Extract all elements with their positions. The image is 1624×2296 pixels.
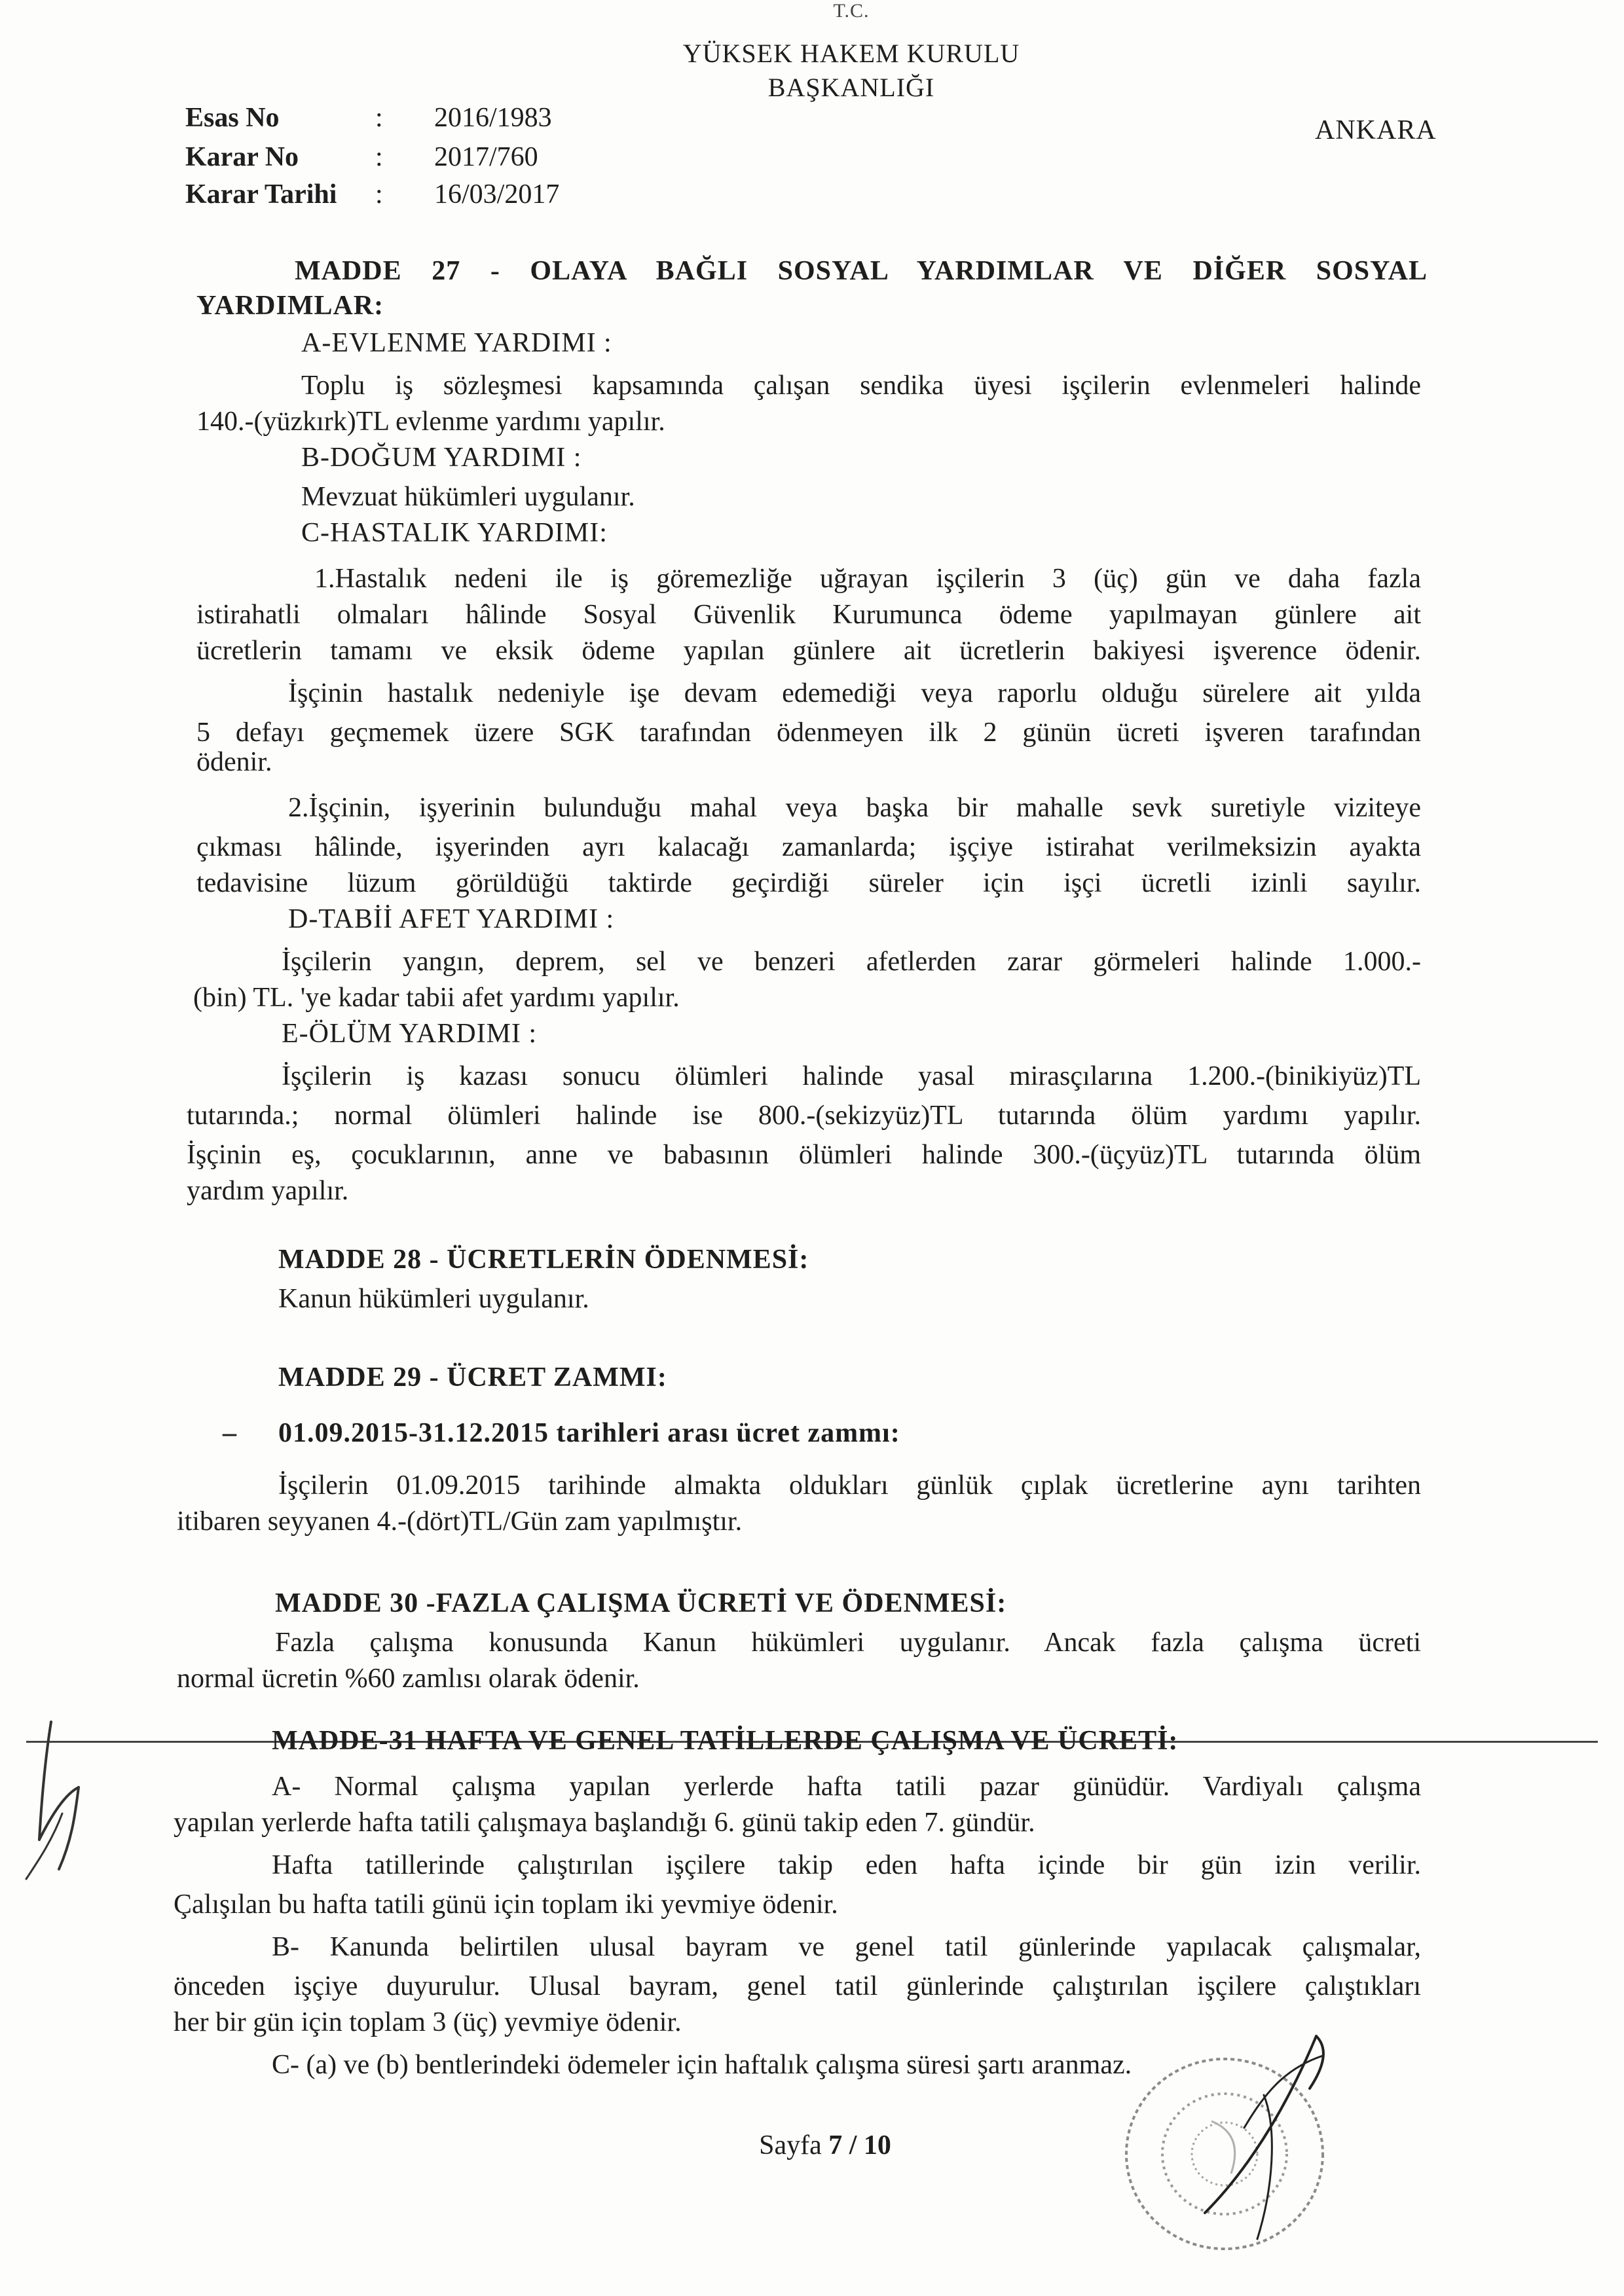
olum-yardimi-title: E-ÖLÜM YARDIMI : xyxy=(282,1019,538,1049)
meta-label: Karar No xyxy=(185,142,299,172)
madde28-text: Kanun hükümleri uygulanır. xyxy=(278,1284,589,1314)
madde28-title: MADDE 28 - ÜCRETLERİN ÖDENMESİ: xyxy=(278,1245,809,1275)
madde30-text-l2: normal ücretin %60 zamlısı olarak ödenir. xyxy=(177,1664,640,1694)
madde31-a-l2: yapılan yerlerde hafta tatili çalışmaya başlandığı 6. günü takip eden 7. gündür. xyxy=(174,1808,1035,1838)
evlenme-text-l1: Toplu iş sözleşmesi kapsamında çalışan sendika üyesi işçilerin evlenmeleri halinde xyxy=(301,371,1421,401)
hastalik-c1-l2: istirahatli olmaları hâlinde Sosyal Güvenlik Kurumunca ödeme yapılmayan günlere ait xyxy=(196,600,1421,630)
olum-text-l1: İşçilerin iş kazası sonucu ölümleri halinde yasal mirasçılarına 1.200.-(binikiyüz)TL xyxy=(282,1061,1421,1091)
madde31-c-l1: C- (a) ve (b) bentlerindeki ödemeler için haftalık çalışma süresi şartı aranmaz. xyxy=(272,2050,1132,2080)
madde29-text-l2: itibaren seyyanen 4.-(dört)TL/Gün zam yapılmıştır. xyxy=(177,1506,743,1537)
meta-karar-tarihi: Karar Tarihi : 16/03/2017 xyxy=(185,179,560,210)
hastalik-yardimi-title: C-HASTALIK YARDIMI: xyxy=(301,518,608,548)
madde31-a-l1: A- Normal çalışma yapılan yerlerde hafta tatili pazar günüdür. Vardiyalı çalışma xyxy=(272,1772,1421,1802)
page-number: Sayfa 7 / 10 xyxy=(759,2130,891,2160)
dogum-text: Mevzuat hükümleri uygulanır. xyxy=(301,482,635,512)
afet-yardimi-title: D-TABİİ AFET YARDIMI : xyxy=(288,904,615,934)
dogum-yardimi-title: B-DOĞUM YARDIMI : xyxy=(301,443,582,473)
madde31-b-l2: önceden işçiye duyurulur. Ulusal bayram, genel tatil günlerinde çalıştırılan işçilere çalıştıkları xyxy=(174,1971,1421,2001)
madde29-subtitle: 01.09.2015-31.12.2015 tarihleri arası ücret zammı: xyxy=(278,1418,900,1448)
official-seal-stamp xyxy=(1048,2016,1388,2291)
madde27-title-l2: YARDIMLAR: xyxy=(196,291,384,321)
evlenme-yardimi-title: A-EVLENME YARDIMI : xyxy=(301,328,612,358)
madde30-text-l1: Fazla çalışma konusunda Kanun hükümleri uygulanır. Ancak fazla çalışma ücreti xyxy=(275,1628,1421,1658)
meta-esas-no: Esas No : 2016/1983 xyxy=(185,103,552,133)
afet-text-l2: (bin) TL. 'ye kadar tabii afet yardımı yapılır. xyxy=(193,983,680,1013)
madde31-b-l3: her bir gün için toplam 3 (üç) yevmiye ödenir. xyxy=(174,2007,682,2037)
page-total: 10 xyxy=(863,2130,891,2160)
evlenme-text-l2: 140.-(yüzkırk)TL evlenme yardımı yapılır. xyxy=(196,407,665,437)
olum-text-l2: tutarında.; normal ölümleri halinde ise 800.-(sekizyüz)TL tutarında ölüm yardımı yapılır. xyxy=(187,1101,1421,1131)
meta-label: Esas No xyxy=(185,103,280,133)
madde29-title: MADDE 29 - ÜCRET ZAMMI: xyxy=(278,1362,667,1393)
madde31-title: MADDE-31 HAFTA VE GENEL TATİLLERDE ÇALIŞMA VE ÜCRETİ: xyxy=(272,1726,1179,1756)
madde29-text-l1: İşçilerin 01.09.2015 tarihinde almakta oldukları günlük çıplak ücretlerine aynı tarihten xyxy=(278,1470,1421,1501)
hastalik-c1b-l3: ödenir. xyxy=(196,747,272,777)
madde31-a2-l2: Çalışılan bu hafta tatili günü için toplam iki yevmiye ödenir. xyxy=(174,1889,838,1920)
hastalik-c2-l2: çıkması hâlinde, işyerinden ayrı kalacağı zamanlarda; işçiye istirahat verilmeksizin ayakta xyxy=(196,832,1421,862)
hastalik-c2-l1: 2.İşçinin, işyerinin bulunduğu mahal veya başka bir mahalle sevk suretiyle viziteye xyxy=(288,793,1421,823)
olum-text-l3: İşçinin eş, çocuklarının, anne ve babasının ölümleri halinde 300.-(üçyüz)TL tutarında ölüm xyxy=(187,1140,1421,1170)
hastalik-c1b-l2: 5 defayı geçmemek üzere SGK tarafından ödenmeyen ilk 2 günün ücreti işveren tarafından xyxy=(196,718,1421,748)
hastalik-c1-l3: ücretlerin tamamı ve eksik ödeme yapılan günlere ait ücretlerin bakiyesi işverence ödenir. xyxy=(196,636,1421,666)
hastalik-c2-l3: tedavisine lüzum görüldüğü taktirde geçirdiği süreler için işçi ücretli izinli sayılır. xyxy=(196,868,1421,898)
madde31-b-l1: B- Kanunda belirtilen ulusal bayram ve genel tatil günlerinde yapılacak çalışmalar, xyxy=(272,1932,1421,1962)
hastalik-c1b-l1: İşçinin hastalık nedeniyle işe devam edemediği veya raporlu olduğu sürelere ait yılda xyxy=(288,678,1421,708)
city-name: ANKARA xyxy=(1315,115,1437,145)
madde29-bullet: – xyxy=(223,1418,236,1448)
afet-text-l1: İşçilerin yangın, deprem, sel ve benzeri afetlerden zarar görmeleri halinde 1.000.- xyxy=(282,947,1421,977)
meta-value: 2017/760 xyxy=(434,142,538,172)
meta-value: 16/03/2017 xyxy=(434,179,560,210)
tc-heading-partial: T.C. xyxy=(833,0,870,22)
madde27-title-l1: MADDE 27 - OLAYA BAĞLI SOSYAL YARDIMLAR VE DİĞER SOSYAL xyxy=(295,256,1428,286)
meta-label: Karar Tarihi xyxy=(185,179,337,210)
madde30-title: MADDE 30 -FAZLA ÇALIŞMA ÜCRETİ VE ÖDENMESİ: xyxy=(275,1588,1007,1618)
olum-text-l4: yardım yapılır. xyxy=(187,1176,349,1206)
institution-subname: BAŞKANLIĞI xyxy=(767,73,935,102)
hastalik-c1-l1: 1.Hastalık nedeni ile iş göremezliğe uğrayan işçilerin 3 (üç) gün ve daha fazla xyxy=(314,564,1421,594)
madde31-a2-l1: Hafta tatillerinde çalıştırılan işçilere takip eden hafta içinde bir gün izin verilir. xyxy=(272,1850,1421,1880)
meta-value: 2016/1983 xyxy=(434,103,552,133)
handwritten-initials xyxy=(13,1715,98,1886)
institution-name: YÜKSEK HAKEM KURULU xyxy=(682,39,1020,68)
page-current: 7 xyxy=(828,2130,843,2160)
meta-karar-no: Karar No : 2017/760 xyxy=(185,142,538,172)
